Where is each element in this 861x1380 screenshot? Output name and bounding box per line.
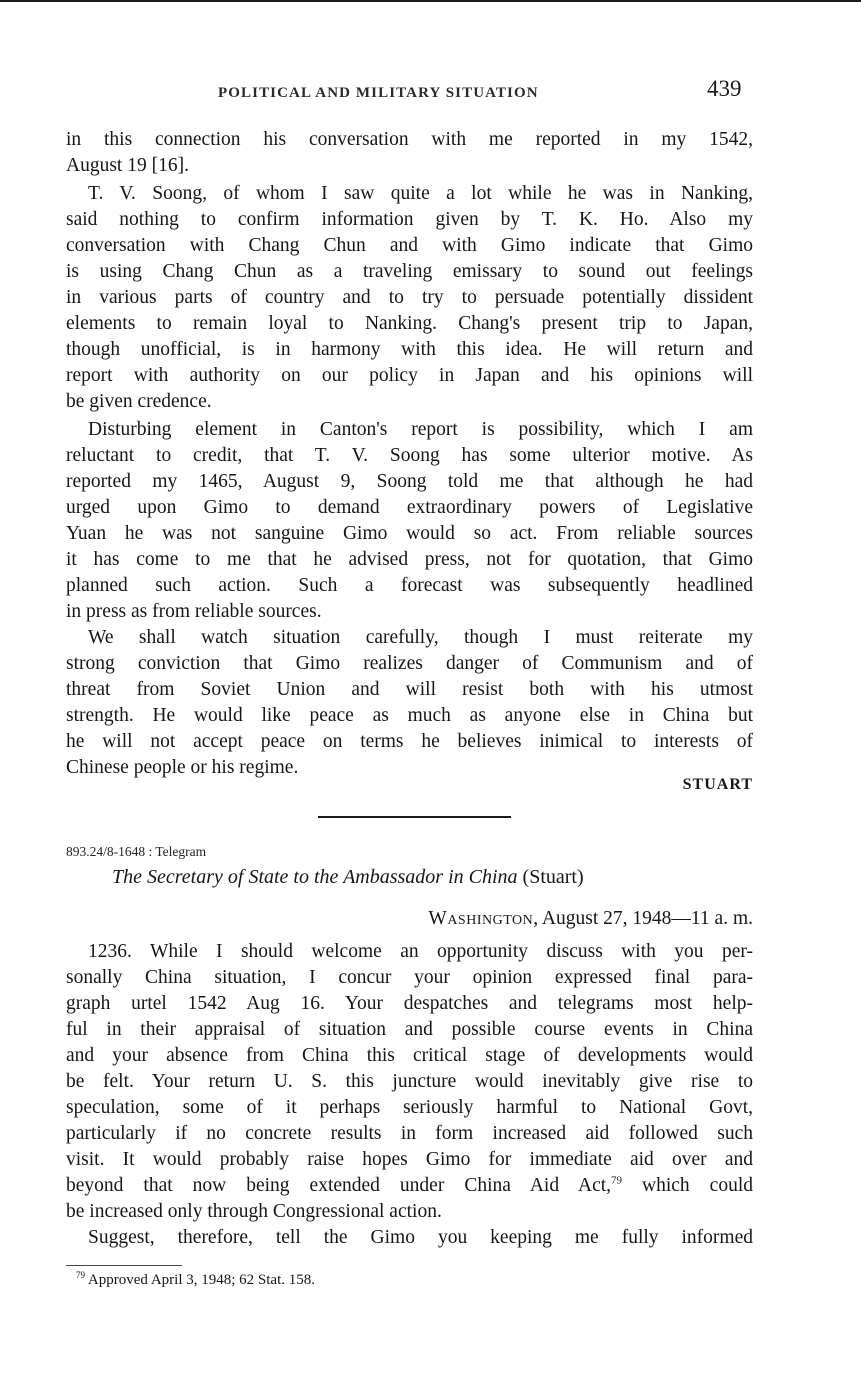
telegram-line: be felt. Your return U. S. this juncture would inevitably give rise to	[66, 1071, 753, 1092]
body-line: strong conviction that Gimo realizes danger of Communism and of	[66, 653, 753, 674]
top-edge-rule	[0, 0, 861, 2]
running-head: POLITICAL AND MILITARY SITUATION	[218, 85, 539, 101]
telegram-line: particularly if no concrete results in form increased aid followed such	[66, 1123, 753, 1144]
footnote-text: Approved April 3, 1948; 62 Stat. 158.	[85, 1272, 315, 1288]
document-title	[112, 866, 584, 889]
body-line: planned such action. Such a forecast was subsequently headlined	[66, 575, 753, 596]
body-line: in this connection his conversation with me reported in my 1542,	[66, 129, 753, 150]
telegram-line: sonally China situation, I concur your opinion expressed final para-	[66, 967, 753, 988]
body-line: he will not accept peace on terms he believes inimical to interests of	[66, 731, 753, 752]
telegram-line: Suggest, therefore, tell the Gimo you keeping me fully informed	[88, 1227, 753, 1248]
body-line: be given credence.	[66, 391, 212, 412]
body-line: elements to remain loyal to Nanking. Chang's present trip to Japan,	[66, 313, 753, 334]
body-line: said nothing to confirm information given by T. K. Ho. Also my	[66, 209, 753, 230]
dateline	[428, 908, 753, 930]
body-line: strength. He would like peace as much as anyone else in China but	[66, 705, 753, 726]
body-line: in press as from reliable sources.	[66, 601, 322, 622]
body-line: Chinese people or his regime.	[66, 757, 299, 778]
body-line: though unofficial, is in harmony with this idea. He will return and	[66, 339, 753, 360]
signature: STUART	[682, 776, 753, 793]
telegram-line: and your absence from China this critical stage of developments would	[66, 1045, 753, 1066]
page-number: 439	[707, 76, 742, 101]
file-reference: 893.24/8-1648 : Telegram	[66, 844, 207, 859]
telegram-line: be increased only through Congressional action.	[66, 1201, 442, 1222]
telegram-line	[66, 1173, 753, 1199]
telegram-line-text: beyond that now being extended under China Aid Act,	[66, 1175, 612, 1196]
body-line: urged upon Gimo to demand extraordinary powers of Legislative	[66, 497, 753, 518]
footnote-rule	[66, 1265, 182, 1266]
body-line: We shall watch situation carefully, though I must reiterate my	[88, 627, 753, 648]
body-line: T. V. Soong, of whom I saw quite a lot while he was in Nanking,	[88, 183, 753, 204]
body-line: conversation with Chang Chun and with Gimo indicate that Gimo	[66, 235, 753, 256]
telegram-line: 1236. While I should welcome an opportunity discuss with you per-	[88, 941, 753, 962]
body-line: Yuan he was not sanguine Gimo would so act. From reliable sources	[66, 523, 753, 544]
body-line: is using Chang Chun as a traveling emissary to sound out feelings	[66, 261, 753, 282]
footnote	[76, 1270, 315, 1289]
body-line: reported my 1465, August 9, Soong told me that although he had	[66, 471, 753, 492]
telegram-line: visit. It would probably raise hopes Gimo for immediate aid over and	[66, 1149, 753, 1170]
footnote-reference[interactable]: 79	[611, 1174, 623, 1187]
dateline-city: Washington	[428, 908, 534, 929]
body-line: it has come to me that he advised press, not for quotation, that Gimo	[66, 549, 753, 570]
telegram-line-tail: which could	[622, 1175, 753, 1196]
document-title-text: The Secretary of State to the Ambassador in China	[112, 866, 518, 888]
telegram-line: ful in their appraisal of situation and possible course events in China	[66, 1019, 753, 1040]
footnote-marker: 79	[76, 1270, 85, 1280]
section-divider	[318, 816, 511, 818]
document-title-recipient: (Stuart)	[522, 866, 584, 888]
body-line: reluctant to credit, that T. V. Soong has some ulterior motive. As	[66, 445, 753, 466]
body-line: threat from Soviet Union and will resist both with his utmost	[66, 679, 753, 700]
telegram-line: speculation, some of it perhaps seriously harmful to National Govt,	[66, 1097, 753, 1118]
body-line: report with authority on our policy in Japan and his opinions will	[66, 365, 753, 386]
dateline-date: , August 27, 1948—11 a. m.	[533, 908, 753, 929]
telegram-line: graph urtel 1542 Aug 16. Your despatches and telegrams most help-	[66, 993, 753, 1014]
body-line: in various parts of country and to try to persuade potentially dissident	[66, 287, 753, 308]
body-line: Disturbing element in Canton's report is possibility, which I am	[88, 419, 753, 440]
body-line: August 19 [16].	[66, 155, 189, 176]
